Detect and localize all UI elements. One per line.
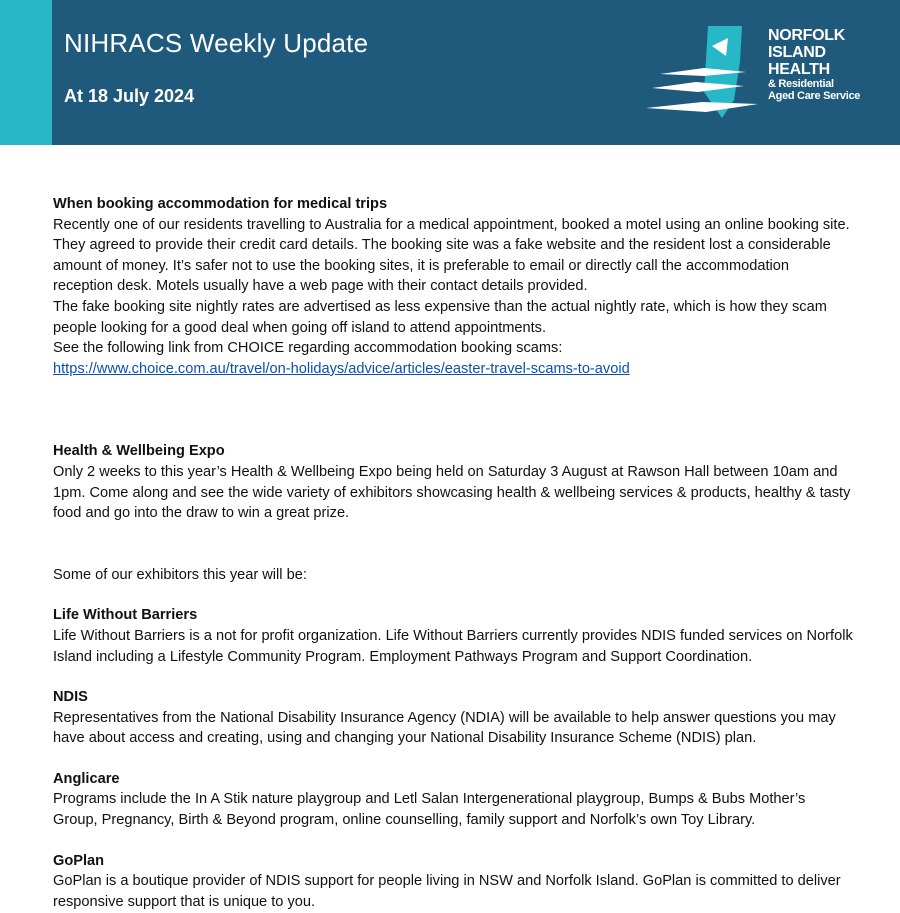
expo-heading: Health & Wellbeing Expo	[53, 443, 225, 460]
exhibitor-ndis	[53, 687, 853, 749]
section-spacer	[53, 379, 853, 441]
exhibitors-intro: Some of our exhibitors this year will be:	[53, 566, 307, 583]
header-accent-bar	[0, 0, 52, 145]
expo-paragraph: Only 2 weeks to this year’s Health & Wellbeing Expo being held on Saturday 3 August at Rawson Hall between 10am and 1pm. Come along and see the wide variety of exhibitors showcasing health & wellbeing services & products, healthy & tasty food and go into the draw to win a great prize.	[53, 463, 851, 522]
logo-line-5: Aged Care Service	[768, 89, 861, 102]
newsletter-body	[53, 194, 853, 912]
accommodation-section	[53, 194, 853, 379]
section-spacer	[53, 749, 853, 769]
exhibitor-name: Anglicare	[53, 770, 120, 787]
exhibitor-description: Programs include the In A Stik nature playgroup and Letl Salan Intergenerational playgroup, Bumps & Bubs Mother’s Group, Pregnancy, Birth & Beyond program, online counselling, family support and Norfolk’s own Toy Library.	[53, 791, 806, 829]
exhibitor-name: GoPlan	[53, 852, 105, 869]
exhibitor-description: Life Without Barriers is a not for profit organization. Life Without Barriers currently provides NDIS funded services on Norfolk Island including a Lifestyle Community Program. Employment Pathways Program and Support Coordination.	[53, 627, 853, 665]
accommodation-paragraph-3: See the following link from CHOICE regarding accommodation booking scams:	[53, 340, 563, 357]
exhibitor-description: Representatives from the National Disability Insurance Agency (NDIA) will be available to help answer questions you may have about access and creating, using and changing your National Disability Insurance Scheme (NDIS) plan.	[53, 709, 836, 747]
header-banner	[0, 0, 900, 145]
norfolk-island-health-logo	[646, 22, 876, 122]
exhibitor-anglicare	[53, 769, 853, 831]
section-spacer	[53, 831, 853, 851]
exhibitor-name: NDIS	[53, 689, 88, 706]
logo-line-1: NORFOLK	[768, 27, 846, 44]
exhibitor-life-without-barriers	[53, 605, 853, 667]
accommodation-paragraph-1: Recently one of our residents travelling to Australia for a medical appointment, booked a motel using an online booking site. They agreed to provide their credit card details. The booking site was a fake website and the resident lost a considerable amount of money. It’s safer not to use the booking sites, it is preferable to email or directly call the accommodation reception desk. Motels usually have a web page with their contact details provided.	[53, 216, 850, 295]
exhibitor-name: Life Without Barriers	[53, 607, 198, 624]
exhibitor-goplan	[53, 851, 853, 913]
page-title: NIHRACS Weekly Update	[64, 28, 369, 58]
logo-line-3: HEALTH	[768, 61, 830, 78]
section-spacer	[53, 524, 853, 565]
logo-text	[768, 28, 860, 102]
section-spacer	[53, 585, 853, 605]
logo-mark-icon	[646, 22, 766, 122]
logo-line-4: & Residential	[768, 78, 834, 90]
accommodation-paragraph-2: The fake booking site nightly rates are advertised as less expensive than the actual nightly rate, which is how they scam people looking for a good deal when going off island to attend appointments.	[53, 298, 827, 336]
section-spacer	[53, 667, 853, 687]
accommodation-heading: When booking accommodation for medical trips	[53, 196, 388, 212]
page-date: At 18 July 2024	[64, 86, 195, 106]
expo-section	[53, 441, 853, 585]
logo-line-2: ISLAND	[768, 44, 826, 61]
exhibitor-description: GoPlan is a boutique provider of NDIS support for people living in NSW and Norfolk Island. GoPlan is committed to deliver responsive support that is unique to you.	[53, 873, 841, 910]
choice-scam-link[interactable]: https://www.choice.com.au/travel/on-holidays/advice/articles/easter-travel-scams-to-avoid	[53, 360, 630, 377]
